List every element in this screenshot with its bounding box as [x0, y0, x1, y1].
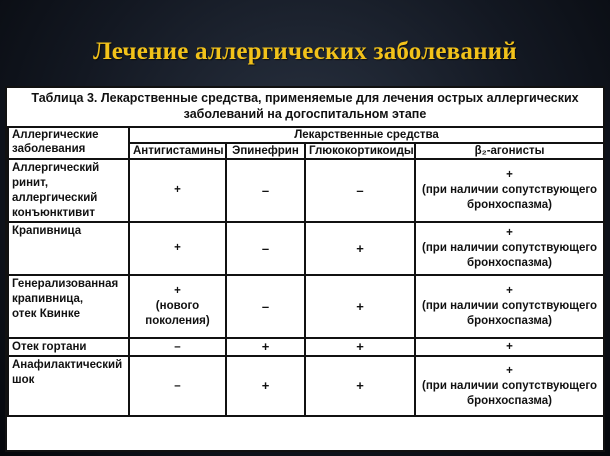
epinephrine-header: Эпинефрин [226, 143, 305, 159]
glucocorticoids-cell: + [305, 356, 415, 416]
disease-cell: Анафилактический шок [8, 356, 129, 416]
beta2-agonists-cell: + (при наличии сопутствующего бронхоспазма) [415, 356, 604, 416]
slide-title: Лечение аллергических заболеваний [93, 38, 517, 65]
treatment-table [7, 126, 605, 417]
disease-cell: Аллергический ринит, аллергический конъюнктивит [8, 159, 129, 222]
disease-cell: Крапивница [8, 222, 129, 275]
antihistamines-cell: + (нового поколения) [129, 275, 226, 338]
caption-line-2: заболеваний на догоспитальном этапе [183, 107, 427, 121]
table-row [8, 356, 604, 416]
epinephrine-cell: – [226, 222, 305, 275]
epinephrine-cell: + [226, 338, 305, 356]
epinephrine-cell: – [226, 275, 305, 338]
antihistamines-cell: – [129, 356, 226, 416]
beta2-agonists-cell: + (при наличии сопутствующего бронхоспазма) [415, 222, 604, 275]
caption-line-1: Таблица 3. Лекарственные средства, применяемые для лечения острых аллергических [31, 91, 579, 105]
drugs-group-header: Лекарственные средства [129, 127, 604, 143]
antihistamines-cell: + [129, 222, 226, 275]
table-row [8, 338, 604, 356]
epinephrine-cell: – [226, 159, 305, 222]
beta2-agonists-cell: + (при наличии сопутствующего бронхоспазма) [415, 159, 604, 222]
disease-cell: Отек гортани [8, 338, 129, 356]
beta2-agonists-cell: + [415, 338, 604, 356]
glucocorticoids-cell: + [305, 275, 415, 338]
table-row [8, 159, 604, 222]
glucocorticoids-cell: – [305, 159, 415, 222]
table-caption [7, 90, 603, 122]
table-row [8, 222, 604, 275]
antihistamines-header: Антигистамины [129, 143, 226, 159]
beta2-agonists-cell: + (при наличии сопутствующего бронхоспазма) [415, 275, 604, 338]
disease-cell: Генерализованная крапивница, отек Квинке [8, 275, 129, 338]
beta2-agonists-header: β₂-агонисты [415, 143, 604, 159]
epinephrine-cell: + [226, 356, 305, 416]
treatment-table-sheet [5, 86, 605, 452]
antihistamines-cell: + [129, 159, 226, 222]
header-row-1 [8, 127, 604, 143]
glucocorticoids-cell: + [305, 338, 415, 356]
glucocorticoids-cell: + [305, 222, 415, 275]
antihistamines-cell: – [129, 338, 226, 356]
glucocorticoids-header: Глюкокортикоиды [305, 143, 415, 159]
disease-column-header: Аллергические заболевания [8, 127, 129, 159]
table-row [8, 275, 604, 338]
